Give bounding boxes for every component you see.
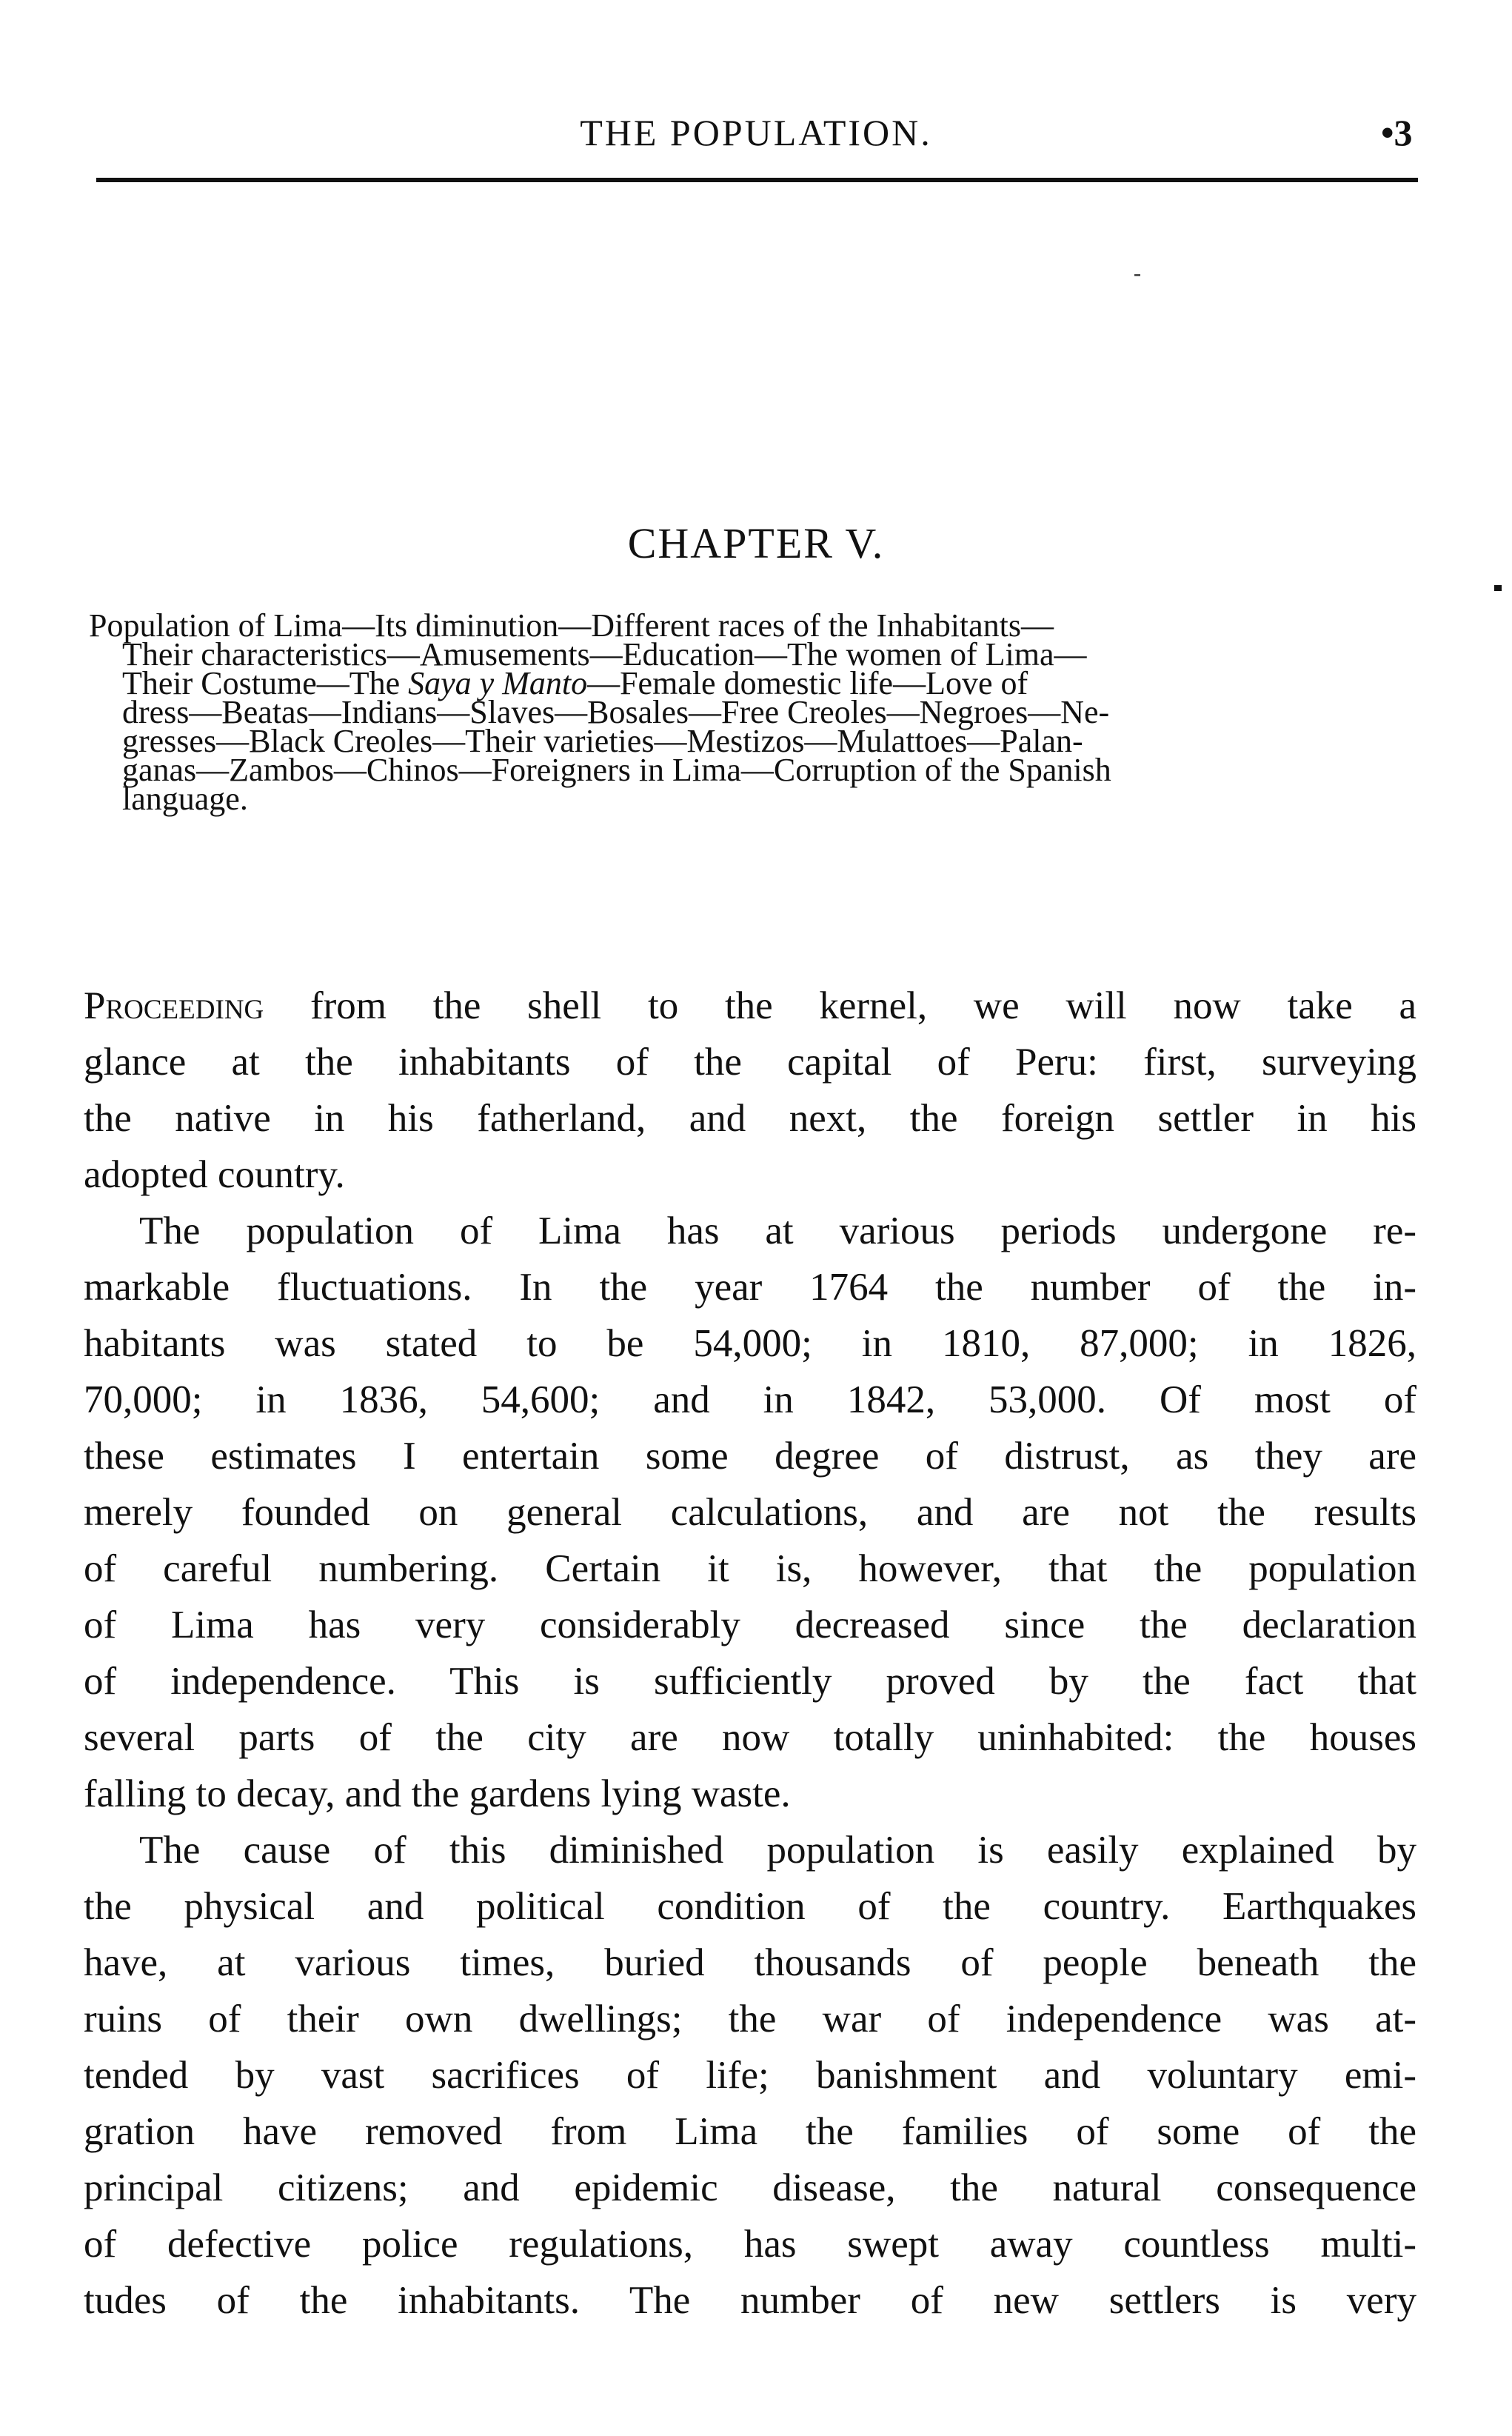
paragraph-line: 70,000; in 1836, 54,600; and in 1842, 53,000. Of most of — [84, 1378, 1416, 1421]
chapter-title: CHAPTER V. — [627, 519, 885, 567]
paragraph-line: habitants was stated to be 54,000; in 1810, 87,000; in 1826, — [84, 1322, 1416, 1365]
synopsis-line: dress—Beatas—Indians—Slaves—Bosales—Free Creoles—Negroes—Ne- — [122, 694, 1110, 730]
paragraph-line: The population of Lima has at various periods undergone re- — [139, 1209, 1416, 1252]
scan-mark — [1494, 585, 1502, 591]
paragraph-line: of defective police regulations, has swept away countless multi- — [84, 2223, 1416, 2266]
paragraph-line: tudes of the inhabitants. The number of new settlers is very — [84, 2279, 1416, 2322]
paragraph-line: of careful numbering. Certain it is, however, that the population — [84, 1547, 1416, 1590]
paragraph-line: the native in his fatherland, and next, the foreign settler in his — [84, 1097, 1416, 1140]
paragraph-line: markable fluctuations. In the year 1764 the number of the in- — [84, 1266, 1416, 1309]
paragraph-line: of independence. This is sufficiently proved by the fact that — [84, 1660, 1416, 1703]
running-title: THE POPULATION. — [580, 112, 932, 153]
paragraph-line: glance at the inhabitants of the capital of Peru: first, surveying — [84, 1041, 1416, 1084]
body-text — [84, 978, 1416, 2329]
paragraph-line: principal citizens; and epidemic disease, the natural consequence — [84, 2166, 1416, 2209]
paragraph-line: these estimates I entertain some degree of distrust, as they are — [84, 1435, 1416, 1478]
synopsis-line: gresses—Black Creoles—Their varieties—Mestizos—Mulattoes—Palan- — [122, 723, 1083, 759]
synopsis-italic-term: Saya y Manto — [408, 665, 588, 701]
paragraph-line: falling to decay, and the gardens lying waste. — [84, 1772, 791, 1815]
paragraph-line: ruins of their own dwellings; the war of independence was at- — [84, 1998, 1416, 2040]
paragraph-line: gration have removed from Lima the families of some of the — [84, 2110, 1416, 2153]
scan-mark — [1134, 274, 1140, 276]
paragraph-line: the physical and political condition of the country. Earthquakes — [84, 1885, 1416, 1928]
paragraph-line: adopted country. — [84, 1153, 345, 1196]
lead-smallcaps: Proceeding — [84, 984, 264, 1027]
paragraph-line: tended by vast sacrifices of life; banishment and voluntary emi- — [84, 2054, 1416, 2097]
paragraph-text: from the shell to the kernel, we will now take a — [264, 984, 1416, 1027]
chapter-synopsis — [89, 607, 1414, 817]
paragraph-line: of Lima has very considerably decreased since the declaration — [84, 1604, 1416, 1646]
paragraph-line: several parts of the city are now totally uninhabited: the houses — [84, 1716, 1416, 1759]
header-rule — [96, 178, 1418, 182]
synopsis-line: language. — [122, 781, 248, 817]
synopsis-text: —Female domestic life—Love of — [587, 665, 1028, 701]
paragraph-line: The cause of this diminished population is easily explained by — [139, 1829, 1416, 1872]
paragraph-line — [84, 978, 1416, 1034]
paragraph-line: have, at various times, buried thousands of people beneath the — [84, 1941, 1416, 1984]
page-number: •3 — [1381, 112, 1413, 153]
synopsis-text: Their Costume—The — [122, 665, 409, 701]
synopsis-line: Their characteristics—Amusements—Education—The women of Lima— — [122, 636, 1087, 673]
running-head — [0, 111, 1512, 156]
synopsis-line: Population of Lima—Its diminution—Different races of the Inhabitants— — [89, 607, 1054, 644]
synopsis-line: ganas—Zambos—Chinos—Foreigners in Lima—Corruption of the Spanish — [122, 752, 1111, 788]
paragraph-line: merely founded on general calculations, and are not the results — [84, 1491, 1416, 1534]
